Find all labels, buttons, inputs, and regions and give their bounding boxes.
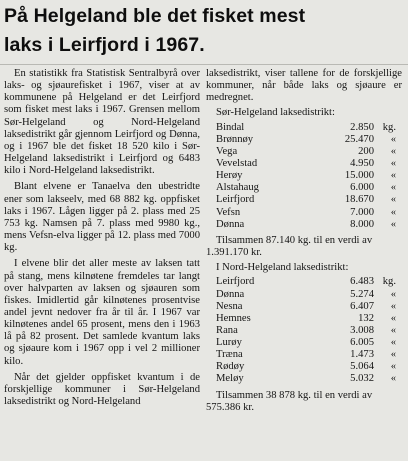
table-row [206,219,402,231]
municipality-name: Vefsn [216,206,241,218]
headline-line-1: På Helgeland ble det fisket mest [4,5,306,27]
catch-value: 2.850 [350,121,374,133]
south-district-total: Tilsammen 87.140 kg. til en verdi av 1.391.170 kr. [206,234,373,259]
table-row [206,207,402,219]
catch-unit: « [390,361,396,373]
catch-unit: « [390,288,396,300]
table-row [206,301,402,313]
paragraph-1: En statistikk fra Statistisk Sentralbyrå over laks- og sjøaurefisket i 1967, viser at av kommunene på Helgeland er det Leirfjord som fisket mest laks i 1967. Grensen mellom Sør-Helgeland og Nord-Helgeland laksedistrikt går gjennom Leirfjord og Dønna, og i 1967 ble det fisket 18 520 kilo i Sør-Helgeland laksedistrikt i Leirfjord og 6483 kilo i Nord-Helgeland laksedistrikt. [4,68,200,177]
north-district-table [206,276,402,385]
headline-divider [0,64,408,65]
table-row [206,146,402,158]
catch-unit: « [390,158,396,170]
table-row [206,158,402,170]
catch-unit: « [390,324,396,336]
catch-value: 6.005 [350,337,374,349]
catch-unit: « [390,182,396,194]
catch-value: 5.064 [350,361,374,373]
table-row [206,170,402,182]
table-row [206,361,402,373]
catch-unit: « [390,133,396,145]
catch-value: 8.000 [350,218,374,230]
table-row [206,373,402,385]
table-row [206,349,402,361]
table-row [206,337,402,349]
municipality-name: Herøy [216,170,243,182]
municipality-name: Alstahaug [216,182,259,194]
catch-unit: « [390,300,396,312]
municipality-name: Leirfjord [216,194,255,206]
catch-unit: « [390,194,396,206]
paragraph-2: Blant elvene er Tanaelva den ubestridte ener som lakseelv, med 68 882 kg. oppfisket laks i 1967. Lågen ligger på 2. plass med 25 753 kg. Namsen på 7. plass med 9980 kg., mens Vefsn-elva ligger på 12. plass med 7000 kg. [4,181,200,254]
municipality-name: Vevelstad [216,158,258,170]
municipality-name: Vega [216,145,238,157]
catch-value: 3.008 [350,324,374,336]
catch-value: 18.670 [344,194,374,206]
catch-value: 5.274 [350,288,374,300]
catch-value: 1.473 [350,349,374,361]
catch-unit: « [390,206,396,218]
catch-unit: « [390,349,396,361]
catch-unit: kg. [382,121,396,133]
catch-unit: « [390,218,396,230]
table-row [206,122,402,134]
paragraph-3: I elvene blir det aller meste av laksen tatt på stang, mens kilnøtene fremdeles tar langt over halvparten av laksen og sjøauren som fiskes. Imidlertid går kilnøtenes prosentvise andel jevnt nedover fra år til år. I 1967 var kilnøtenes andel 65 prosent, mens den i 1963 lå på 82 prosent. Det samlede kvantum laks og sjøaure kom i 1967 opp i vel 2 millioner kilo. [4,258,200,367]
north-district-title: I Nord-Helgeland laksedistrikt: [216,262,349,274]
catch-value: 4.950 [350,158,374,170]
right-column [206,68,402,417]
headline [4,2,404,60]
municipality-name: Nesna [216,300,243,312]
municipality-name: Hemnes [216,312,251,324]
catch-value: 6.483 [350,276,374,288]
table-row [206,194,402,206]
municipality-name: Rana [216,324,238,336]
table-row [206,325,402,337]
south-district-title: Sør-Helgeland laksedistrikt: [216,107,335,119]
north-district-total: Tilsammen 38 878 kg. til en verdi av 575.386 kr. [206,389,373,413]
catch-value: 200 [358,145,374,157]
headline-line-2: laks i Leirfjord i 1967. [4,34,205,56]
catch-value: 7.000 [350,206,374,218]
left-column [4,68,200,412]
table-row [206,313,402,325]
table-row [206,182,402,194]
municipality-name: Meløy [216,373,244,385]
catch-unit: « [390,145,396,157]
catch-value: 5.032 [350,373,374,385]
municipality-name: Træna [216,349,243,361]
municipality-name: Lurøy [216,337,242,349]
table-row [206,134,402,146]
municipality-name: Dønna [216,218,245,230]
municipality-name: Brønnøy [216,133,254,145]
catch-value: 6.407 [350,300,374,312]
catch-unit: « [390,373,396,385]
catch-unit: « [390,312,396,324]
paragraph-4: Når det gjelder oppfisket kvantum i de forskjellige kommuner i Sør-Helgeland laksedistrikt og Nord-Helgeland [4,371,200,408]
catch-unit: « [390,170,396,182]
catch-value: 25.470 [344,133,374,145]
municipality-name: Dønna [216,288,245,300]
south-district-table [206,122,402,231]
catch-unit: kg. [382,276,396,288]
municipality-name: Rødøy [216,361,245,373]
table-row [206,289,402,301]
catch-unit: « [390,337,396,349]
municipality-name: Bindal [216,121,245,133]
municipality-name: Leirfjord [216,276,255,288]
catch-value: 6.000 [350,182,374,194]
table-row [206,276,402,288]
right-intro: laksedistrikt, viser tallene for de forskjellige kommuner, når både laks og sjøaure er medregnet. [206,68,402,104]
catch-value: 15.000 [344,170,374,182]
catch-value: 132 [358,312,374,324]
